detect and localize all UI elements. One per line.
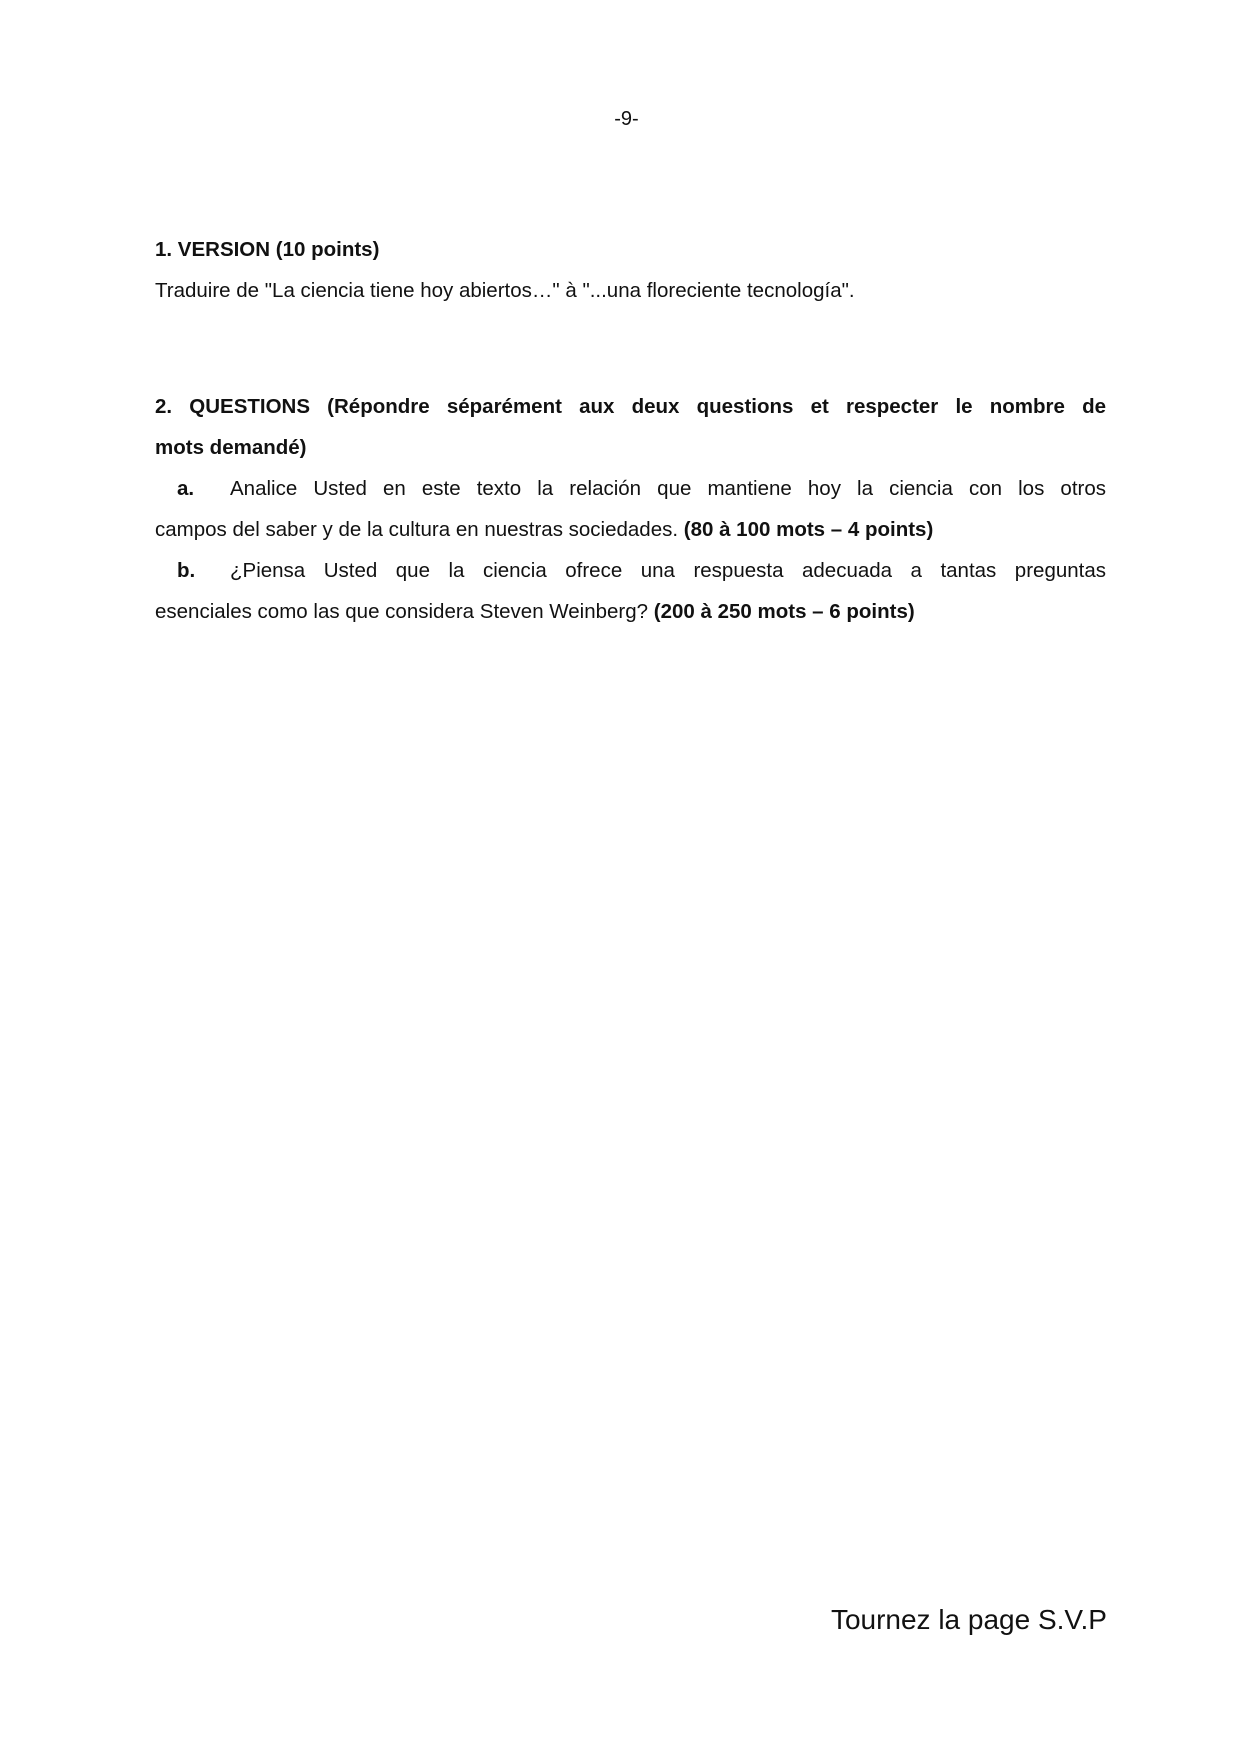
question-a-line1: [155, 468, 1106, 509]
question-b: [155, 550, 1106, 632]
section-questions-heading-line2: mots demandé): [155, 436, 307, 459]
question-a-line2: [155, 509, 1106, 550]
question-b-line2: [155, 591, 1106, 632]
section-version-instruction: Traduire de "La ciencia tiene hoy abiertos…" à "...una floreciente tecnología".: [155, 279, 855, 302]
footer-turn-page: Tournez la page S.V.P: [830, 1604, 1107, 1635]
section-version-heading: 1. VERSION (10 points): [155, 238, 380, 261]
section-questions: [155, 386, 1106, 632]
question-b-text-cont: esenciales como las que considera Steven Weinberg?: [155, 600, 649, 623]
section-version: [155, 229, 1106, 311]
question-a-text-cont: campos del saber y de la cultura en nuestras sociedades.: [155, 518, 679, 541]
question-a-points: (80 à 100 mots – 4 points): [683, 518, 934, 541]
question-b-line1: [155, 550, 1106, 591]
section-questions-heading-line1: 2. QUESTIONS (Répondre séparément aux deux questions et respecter le nombre de: [155, 395, 1106, 418]
question-a-letter: a.: [177, 477, 195, 500]
question-b-letter: b.: [177, 559, 196, 582]
question-a: [155, 468, 1106, 550]
question-a-text: Analice Usted en este texto la relación que mantiene hoy la ciencia con los otros: [230, 477, 1106, 500]
question-b-points: (200 à 250 mots – 6 points): [653, 600, 915, 623]
page-number: -9-: [614, 108, 639, 130]
question-b-text: ¿Piensa Usted que la ciencia ofrece una respuesta adecuada a tantas preguntas: [230, 559, 1106, 582]
